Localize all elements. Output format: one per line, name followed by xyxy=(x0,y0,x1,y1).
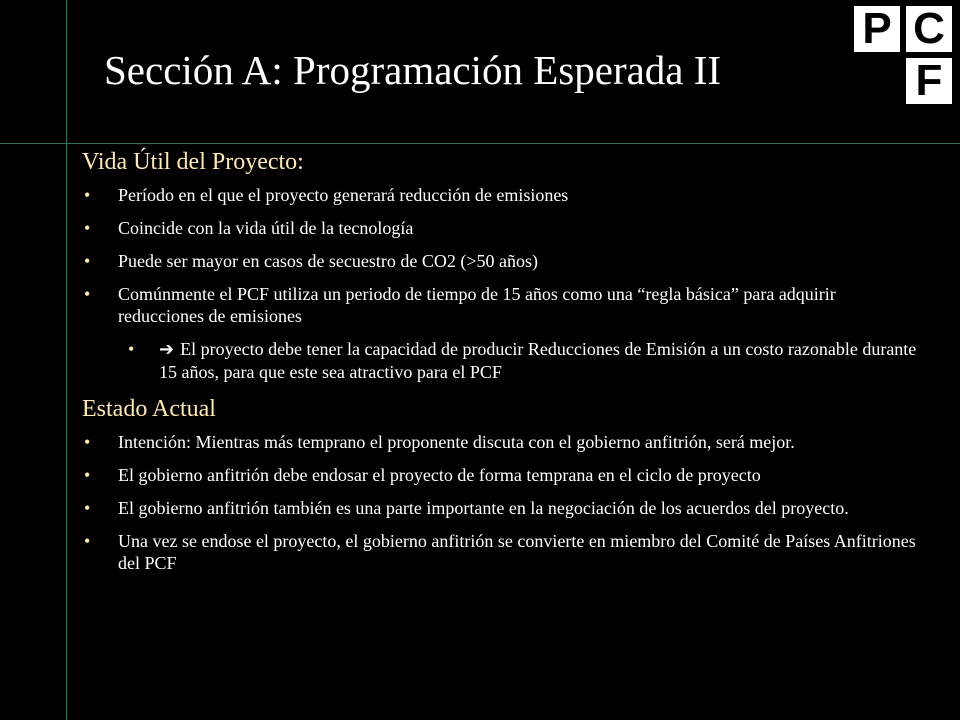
arrow-right-icon: ➔ xyxy=(159,339,175,360)
bullet-list-estado-actual xyxy=(82,431,922,574)
section-heading-estado-actual: Estado Actual xyxy=(82,396,216,422)
sub-bullet-item xyxy=(82,338,922,383)
pcf-logo xyxy=(848,0,960,112)
bullet-item: • El gobierno anfitrión debe endosar el proyecto de forma temprana en el ciclo de proyecto xyxy=(82,464,922,486)
logo-letter-c: C xyxy=(906,6,952,52)
bullet-item: • Puede ser mayor en casos de secuestro de CO2 (>50 años) xyxy=(82,250,922,272)
horizontal-guide-line xyxy=(0,143,960,144)
section-heading-vida-util: Vida Útil del Proyecto: xyxy=(82,149,304,175)
bullet-item: • El gobierno anfitrión también es una parte importante en la negociación de los acuerdos del proyecto. xyxy=(82,497,922,519)
slide-title: Sección A: Programación Esperada II xyxy=(104,47,722,93)
slide-content xyxy=(82,146,922,585)
vertical-guide-line xyxy=(66,0,67,720)
sub-bullet-text: El proyecto debe tener la capacidad de producir Reducciones de Emisión a un costo razonable durante 15 años, para que este sea atractivo para el PCF xyxy=(159,339,917,382)
bullet-item: • Coincide con la vida útil de la tecnología xyxy=(82,217,922,239)
bullet-item: • Una vez se endose el proyecto, el gobierno anfitrión se convierte en miembro del Comité de Países Anfitriones del PCF xyxy=(82,530,922,574)
logo-letter-f: F xyxy=(906,58,952,104)
bullet-list-vida-util xyxy=(82,184,922,383)
logo-letter-p: P xyxy=(854,6,900,52)
bullet-item: • Intención: Mientras más temprano el proponente discuta con el gobierno anfitrión, será mejor. xyxy=(82,431,922,453)
bullet-item: • Comúnmente el PCF utiliza un periodo de tiempo de 15 años como una “regla básica” para adquirir reducciones de emisiones xyxy=(82,283,922,327)
bullet-item: • Período en el que el proyecto generará reducción de emisiones xyxy=(82,184,922,206)
